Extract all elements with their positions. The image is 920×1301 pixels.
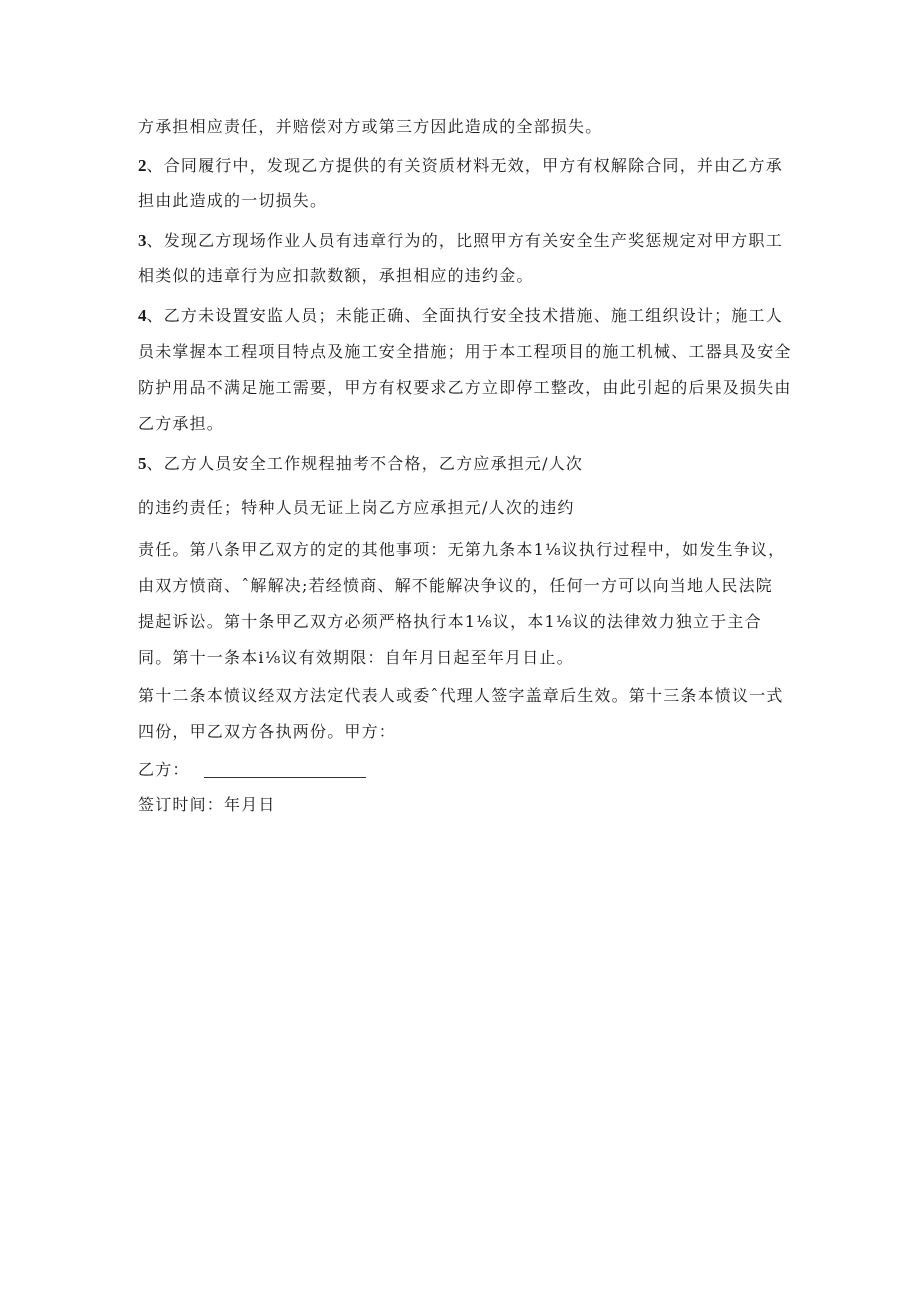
clause-4-line: 4、乙方未设置安监人员；未能正确、全面执行安全技术措施、施工组织设计；施工人: [138, 306, 783, 325]
sign-time-label: 签订时间：年月日: [138, 795, 276, 814]
text-line: 方承担相应责任，并赔偿对方或第三方因此造成的全部损失。: [138, 117, 603, 136]
text-line: 乙方承担。: [138, 414, 225, 433]
text-line: 防护用品不满足施工需要，甲方有权要求乙方立即停工整改，由此引起的后果及损失由: [138, 378, 792, 397]
text-line: 相类似的违章行为应扣款数额，承担相应的违约金。: [138, 266, 534, 285]
text-line: 由双方愤商、ˆ解解决;若经愤商、解不能解决争议的，任何一方可以向当地人民法院: [138, 576, 773, 595]
text-line: 提起诉讼。第十条甲乙双方必须严格执行本1⅛议，本1⅛议的法律效力独立于主合: [138, 612, 762, 631]
sign-time-line: [138, 795, 276, 815]
text-line: 的违约责任；特种人员无证上岗乙方应承担元/人次的违约: [138, 498, 575, 517]
text-line: 责任。第八条甲乙双方的定的其他事项：无第九条本1⅛议执行过程中，如发生争议，: [138, 540, 786, 559]
text-line: 担由此造成的一切损失。: [138, 191, 328, 210]
signature-blank: [204, 776, 366, 778]
party-b-signature-line: [138, 760, 366, 780]
clause-2-line: 2、合同履行中，发现乙方提供的有关资质材料无效，甲方有权解除合同，并由乙方承: [138, 156, 783, 175]
party-b-label: 乙方：: [138, 760, 190, 779]
text-line: 四份，甲乙双方各执两份。甲方：: [138, 722, 397, 741]
text-line: 同。第十一条本i⅛议有效期限：自年月日起至年月日止。: [138, 648, 574, 667]
text-line: 第十二条本愤议经双方法定代表人或委ˆ代理人签字盖章后生效。第十三条本愤议一式: [138, 686, 784, 705]
clause-3-line: 3、发现乙方现场作业人员有违章行为的，比照甲方有关安全生产奖惩规定对甲方职工: [138, 231, 783, 250]
text-line: 员未掌握本工程项目特点及施工安全措施；用于本工程项目的施工机械、工器具及安全: [138, 342, 792, 361]
clause-5-line: 5、乙方人员安全工作规程抽考不合格，乙方应承担元/人次: [138, 454, 584, 473]
